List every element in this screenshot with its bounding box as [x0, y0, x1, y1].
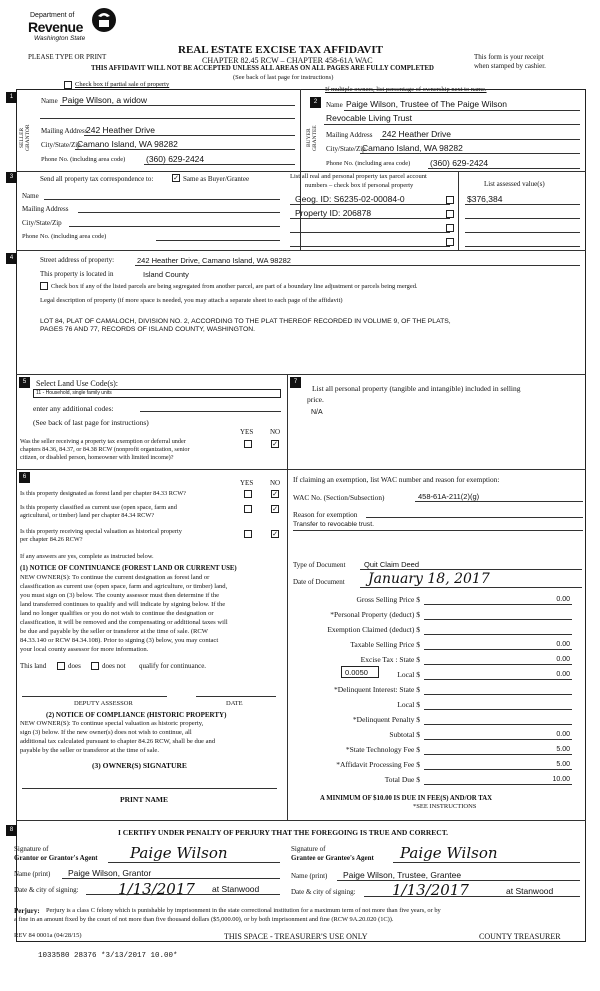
- seller-side-label: SELLER GRANTOR: [19, 124, 31, 152]
- section-7-badge: 7: [290, 377, 301, 388]
- grantor-sig-label-a: Signature of: [14, 845, 49, 853]
- forest-q2-yes[interactable]: [244, 505, 252, 513]
- forest-question-2a: Is this property classified as current use (open space, farm and: [20, 504, 177, 511]
- legal-label: Legal description of property (if more space is needed, you may attach a separate sheet to each page of the affidavit): [40, 297, 343, 304]
- same-as-buyer-label: Same as Buyer/Grantee: [183, 175, 250, 183]
- corr-mail-label: Mailing Address: [22, 205, 69, 213]
- seller-phone[interactable]: (360) 629-2424: [146, 154, 205, 164]
- tax-row-value[interactable]: 5.00: [556, 746, 570, 753]
- corr-city-label: City/State/Zip: [22, 219, 62, 227]
- parcel-4-checkbox[interactable]: [446, 238, 454, 246]
- continuance-title: (1) NOTICE OF CONTINUANCE (FOREST LAND OR CURRENT USE): [20, 565, 237, 572]
- tax-row-label: Taxable Selling Price $: [350, 640, 420, 649]
- continuance-7: be due and payable by the seller or transferor at the time of sale. (RCW: [20, 628, 209, 635]
- perjury-text-2: a fine in an amount fixed by the court of not more than five thousand dollars ($5,000.00), or by both imprisonment and fine (RCW 9A.20.020 (1C)).: [14, 916, 394, 923]
- dept-label: Department of: [30, 12, 75, 19]
- doc-date-label: Date of Document: [293, 578, 345, 586]
- revenue-label: Revenue: [28, 19, 83, 35]
- exemption-question-3: citizen, or disabled person, homeowner with limited income)?: [20, 454, 174, 461]
- grantor-city[interactable]: at Stanwood: [212, 884, 260, 894]
- seller-city-label: City/State/Zip: [41, 141, 81, 149]
- land-use-code: 11 - Household, single family units: [36, 390, 112, 396]
- section-8-badge: 8: [6, 825, 17, 836]
- owner-signature-label: (3) OWNER(S) SIGNATURE: [92, 761, 187, 770]
- parcels-header-2: numbers – check box if personal property: [305, 182, 414, 189]
- land-use-no-header: NO: [270, 428, 281, 436]
- grantee-signature[interactable]: Paige Wilson: [400, 844, 498, 862]
- qualify-label: qualify for continuance.: [139, 662, 207, 670]
- form-title: REAL ESTATE EXCISE TAX AFFIDAVIT: [178, 44, 383, 56]
- perjury-text-1: Perjury is a class C felony which is punishable by imprisonment in the state correctional institution for a maximum term of not more than five years, or by: [46, 907, 441, 914]
- tax-row-value[interactable]: 5.00: [556, 761, 570, 768]
- forest-question-2b: agricultural, or timber) land per chapter 84.34 RCW?: [20, 512, 155, 519]
- tax-row-label: *Personal Property (deduct) $: [330, 610, 420, 619]
- exemption-label: If claiming an exemption, list WAC number and reason for exemption:: [293, 475, 500, 484]
- tax-row-value[interactable]: 0.00: [556, 596, 570, 603]
- located-label: This property is located in: [40, 270, 114, 278]
- forest-q2-no[interactable]: ✓: [272, 505, 278, 513]
- parcel-1[interactable]: Geog. ID: S6235-02-00084-0: [295, 194, 405, 204]
- forest-question-1: Is this property designated as forest land per chapter 84.33 RCW?: [20, 490, 186, 497]
- compliance-3: additional tax calculated pursuant to chapter 84.26 RCW, shall be due and: [20, 738, 216, 745]
- continuance-2: classification as current use (open space, farm and agriculture, or timber) land,: [20, 583, 228, 590]
- compliance-2: sign (3) below. If the new owner(s) does not wish to continue, all: [20, 729, 192, 736]
- forest-question-3b: per chapter 84.26 RCW?: [20, 536, 83, 543]
- receipt-note-2: when stamped by cashier.: [474, 62, 546, 70]
- buyer-name-2[interactable]: Revocable Living Trust: [326, 113, 412, 123]
- legal-line-1[interactable]: LOT 84, PLAT OF CAMALOCH, DIVISION NO. 2, ACCORDING TO THE PLAT THEREOF RECORDED IN VOLUME 9, OF THE PLATS,: [40, 318, 451, 325]
- grantor-name-label: Name (print): [14, 870, 51, 878]
- parcel-1-checkbox[interactable]: [446, 196, 454, 204]
- parcels-header-1: List all real and personal property tax parcel account: [290, 173, 427, 180]
- partial-sale-label: Check box if partial sale of property: [75, 81, 170, 88]
- tax-row-label: Subtotal $: [389, 730, 420, 739]
- section-5-badge: 5: [19, 377, 30, 388]
- forest-q1-yes[interactable]: [244, 490, 252, 498]
- form-revision: REV 84 0001a (04/28/15): [14, 932, 82, 939]
- continuance-1: NEW OWNER(S): To continue the current designation as forest land or: [20, 574, 210, 581]
- see-instructions: *SEE INSTRUCTIONS: [413, 803, 477, 810]
- tax-rate: 0.0050: [345, 668, 368, 677]
- see-back-label: (See back of last page for instructions): [233, 74, 334, 81]
- grantee-city[interactable]: at Stanwood: [506, 886, 554, 896]
- parcel-2[interactable]: Property ID: 206878: [295, 208, 372, 218]
- corr-name-label: Name: [22, 192, 39, 200]
- continuance-6: classification, it will be removed and the compensating or additional taxes will: [20, 619, 228, 626]
- tax-row-value[interactable]: 10.00: [552, 776, 570, 783]
- state-label: Washington State: [34, 35, 86, 42]
- forest-yes-header: YES: [240, 479, 254, 487]
- segregated-label: Check box if any of the listed parcels are being segregated from another parcel, are part of a boundary line adjustment or parcels being merged.: [51, 283, 418, 290]
- buyer-city-label: City/State/Zip: [326, 145, 366, 153]
- tax-row-label: *Affidavit Processing Fee $: [336, 760, 420, 769]
- deputy-assessor-label: DEPUTY ASSESSOR: [74, 700, 133, 707]
- buyer-name-label: Name: [326, 101, 343, 109]
- section-2-badge: 2: [310, 97, 321, 108]
- street-label: Street address of property:: [40, 256, 115, 264]
- wac-label: WAC No. (Section/Subsection): [293, 493, 385, 502]
- chapter-label: CHAPTER 82.45 RCW – CHAPTER 458-61A WAC: [202, 56, 373, 65]
- section-3-badge: 3: [6, 172, 17, 183]
- continuance-8: 84.33.140 or RCW 84.34.108). Prior to signing (3) below, you may contact: [20, 637, 219, 644]
- minimum-due-note: A MINIMUM OF $10.00 IS DUE IN FEE(S) AND/OR TAX: [320, 795, 493, 802]
- tax-row-value[interactable]: 0.00: [556, 671, 570, 678]
- tax-row-label: Excise Tax : State $: [360, 655, 420, 664]
- does-label: does: [68, 662, 81, 670]
- dor-logo: [28, 6, 123, 44]
- tax-row-label: *State Technology Fee $: [345, 745, 420, 754]
- personal-label-2: price.: [307, 395, 324, 404]
- forest-q3-yes[interactable]: [244, 530, 252, 538]
- compliance-1: NEW OWNER(S): To continue special valuation as historic property,: [20, 720, 204, 727]
- forest-no-header: NO: [270, 479, 281, 487]
- dor-logo-icon: [91, 7, 117, 33]
- doc-date-value[interactable]: January 18, 2017: [368, 571, 490, 587]
- seller-phone-label: Phone No. (including area code): [41, 156, 126, 163]
- land-use-yes-header: YES: [240, 428, 254, 436]
- continuance-4: land transferred continues to qualify and will indicate by signing below. If the: [20, 601, 226, 608]
- corr-phone-label: Phone No. (including area code): [22, 233, 107, 240]
- grantee-date-label: Date & city of signing:: [291, 888, 356, 896]
- grantee-name-label: Name (print): [291, 872, 328, 880]
- receipt-note-1: This form is your receipt: [474, 53, 544, 61]
- exemption-yes-checkbox[interactable]: [244, 440, 252, 448]
- this-land-label: This land: [20, 662, 47, 670]
- multiple-owners-note: If multiple owners, list percentage of ownership next to name.: [325, 86, 487, 93]
- grantee-name-print[interactable]: Paige Wilson, Trustee, Grantee: [343, 870, 462, 880]
- grantor-date-label: Date & city of signing:: [14, 886, 79, 894]
- treasurer-use-label: THIS SPACE - TREASURER'S USE ONLY: [224, 932, 368, 941]
- buyer-city[interactable]: Camano Island, WA 98282: [362, 143, 463, 153]
- same-as-buyer-checkbox[interactable]: ✓: [173, 174, 179, 182]
- buyer-mail[interactable]: 242 Heather Drive: [382, 129, 451, 139]
- partial-sale-checkbox[interactable]: [64, 81, 72, 89]
- continuance-3: you must sign on (3) below. The county assessor must then determine if the: [20, 592, 220, 599]
- assessed-value[interactable]: $376,384: [467, 194, 503, 204]
- personal-label-1: List all personal property (tangible and intangible) included in selling: [312, 384, 521, 393]
- seller-city[interactable]: Camano Island, WA 98282: [77, 139, 178, 149]
- doc-type-label: Type of Document: [293, 561, 346, 569]
- street-value[interactable]: 242 Heather Drive, Camano Island, WA 98282: [137, 256, 291, 265]
- warning-label: THIS AFFIDAVIT WILL NOT BE ACCEPTED UNLESS ALL AREAS ON ALL PAGES ARE FULLY COMPLETED: [91, 65, 434, 72]
- section-6-badge: 6: [19, 472, 30, 483]
- grantor-date[interactable]: 1/13/2017: [118, 880, 195, 898]
- compliance-4: payable by the seller or transferor at the time of sale.: [20, 747, 159, 754]
- tax-row-label: *Delinquent Penalty $: [352, 715, 420, 724]
- correspondence-label: Send all property tax correspondence to:: [40, 175, 154, 183]
- buyer-mail-label: Mailing Address: [326, 131, 373, 139]
- buyer-name-1[interactable]: Paige Wilson, Trustee of The Paige Wilson: [346, 99, 507, 109]
- parcel-3-checkbox[interactable]: [446, 224, 454, 232]
- tax-row-value[interactable]: 0.00: [556, 731, 570, 738]
- forest-question-3a: Is this property receiving special valuation as historical property: [20, 528, 182, 535]
- certify-title: I CERTIFY UNDER PENALTY OF PERJURY THAT THE FOREGOING IS TRUE AND CORRECT.: [118, 828, 449, 837]
- exemption-question-1: Was the seller receiving a property tax exemption or deferral under: [20, 438, 186, 445]
- continuance-5: land no longer qualifies or you do not wish to continue the designation or: [20, 610, 214, 617]
- seller-mail[interactable]: 242 Heather Drive: [86, 125, 155, 135]
- tax-row-label: Local $: [397, 670, 420, 679]
- seller-name[interactable]: Paige Wilson, a widow: [62, 95, 148, 105]
- wac-value[interactable]: 458-61A-211(2)(g): [418, 492, 480, 501]
- seller-name-label: Name: [41, 97, 58, 105]
- personal-value[interactable]: N/A: [311, 409, 323, 416]
- reason-value[interactable]: Transfer to revocable trust.: [293, 521, 374, 528]
- reason-label: Reason for exemption: [293, 510, 358, 519]
- tax-row-label: Total Due $: [384, 775, 420, 784]
- forest-q1-no[interactable]: ✓: [272, 490, 278, 498]
- additional-codes-label: enter any additional codes:: [33, 404, 114, 413]
- assessor-date-label: DATE: [226, 700, 243, 707]
- any-yes-note: If any answers are yes, complete as instructed below.: [20, 553, 154, 560]
- county-treasurer-label: COUNTY TREASURER: [479, 932, 561, 941]
- grantor-name-print[interactable]: Paige Wilson, Grantor: [68, 868, 152, 878]
- section-1-badge: 1: [6, 92, 17, 103]
- exemption-question-2: chapters 84.36, 84.37, or 84.38 RCW (nonprofit organization, senior: [20, 446, 190, 453]
- print-name-label: PRINT NAME: [120, 795, 168, 804]
- compliance-title: (2) NOTICE OF COMPLIANCE (HISTORIC PROPERTY): [46, 711, 227, 719]
- does-not-label: does not: [102, 662, 126, 670]
- doc-type-value[interactable]: Quit Claim Deed: [364, 560, 420, 569]
- segregated-checkbox[interactable]: [40, 282, 48, 290]
- print-instruction: PLEASE TYPE OR PRINT: [28, 53, 107, 61]
- grantee-sig-label-a: Signature of: [291, 845, 326, 853]
- legal-line-2[interactable]: PAGES 76 AND 77, RECORDS OF ISLAND COUNTY, WASHINGTON.: [40, 326, 256, 333]
- tax-row-value[interactable]: 0.00: [556, 656, 570, 663]
- tax-row-label: Exemption Claimed (deduct) $: [327, 625, 420, 634]
- grantee-date[interactable]: 1/13/2017: [392, 881, 469, 899]
- grantee-sig-label-c: Grantee or Grantee's Agent: [291, 854, 374, 862]
- forest-q3-no[interactable]: ✓: [272, 530, 278, 538]
- tax-row-value[interactable]: 0.00: [556, 641, 570, 648]
- exemption-no-checkbox[interactable]: ✓: [272, 440, 278, 448]
- grantor-sig-label-b: Grantor or Grantor's Agent: [14, 854, 98, 862]
- assessed-header: List assessed value(s): [484, 180, 545, 188]
- parcel-2-checkbox[interactable]: [446, 210, 454, 218]
- county-value[interactable]: Island County: [143, 270, 189, 279]
- tax-row-label: Local $: [397, 700, 420, 709]
- tax-row-label: Gross Selling Price $: [356, 595, 420, 604]
- buyer-phone-label: Phone No. (including area code): [326, 160, 411, 167]
- buyer-phone[interactable]: (360) 629-2424: [430, 158, 489, 168]
- land-use-see-back: (See back of last page for instructions): [33, 418, 149, 427]
- seller-mail-label: Mailing Address: [41, 127, 88, 135]
- tax-row-label: *Delinquent Interest: State $: [333, 685, 420, 694]
- grantor-signature[interactable]: Paige Wilson: [130, 844, 228, 862]
- perjury-label: Perjury:: [14, 907, 40, 915]
- section-4-badge: 4: [6, 253, 17, 264]
- continuance-9: your local county assessor for more information.: [20, 646, 149, 653]
- land-use-label: Select Land Use Code(s):: [36, 379, 118, 388]
- treasurer-stamp: 1033580 28376 *3/13/2017 10.00*: [38, 952, 178, 960]
- buyer-side-label: BUYER GRANTEE: [306, 125, 318, 151]
